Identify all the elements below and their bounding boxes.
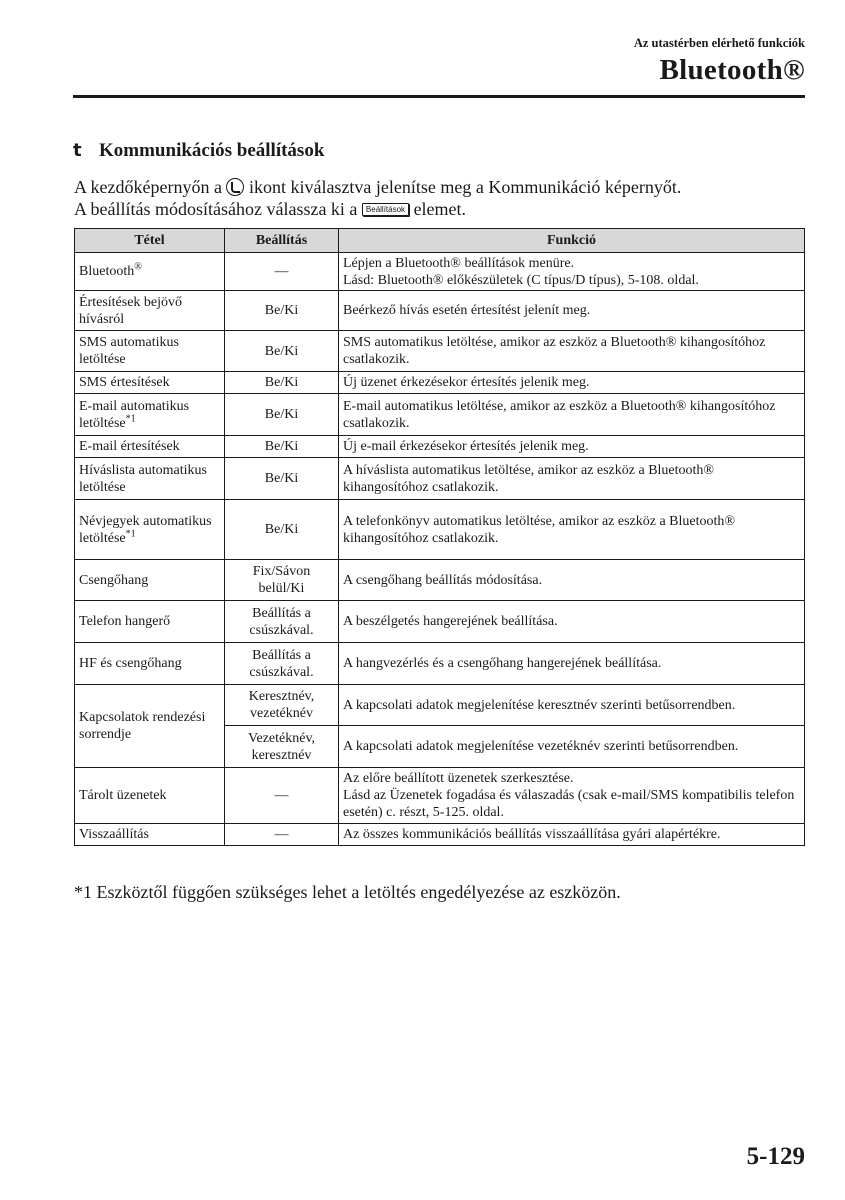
row-item: Visszaállítás bbox=[75, 824, 225, 846]
row-setting: Fix/Sávon belül/Ki bbox=[225, 560, 339, 601]
table-row bbox=[75, 643, 805, 685]
chapter-header: Az utastérben elérhető funkciók bbox=[633, 36, 805, 50]
section-heading bbox=[73, 140, 324, 162]
row-item: SMS automatikus letöltése bbox=[75, 331, 225, 372]
row-function: E-mail automatikus letöltése, amikor az eszköz a Bluetooth® kihangosítóhoz csatlakozik. bbox=[339, 394, 805, 436]
table-row bbox=[75, 500, 805, 560]
row-setting: Be/Ki bbox=[225, 331, 339, 372]
row-function: A híváslista automatikus letöltése, amikor az eszköz a Bluetooth® kihangosítóhoz csatlakozik. bbox=[339, 458, 805, 500]
section-heading-text: Kommunikációs beállítások bbox=[99, 140, 325, 161]
footnote: *1 Eszköztől függően szükséges lehet a letöltés engedélyezése az eszközön. bbox=[74, 882, 621, 902]
row-function: A hangvezérlés és a csengőhang hangerejének beállítása. bbox=[339, 643, 805, 685]
row-setting: Keresztnév, vezetéknév bbox=[225, 685, 339, 726]
row-function: Az előre beállított üzenetek szerkesztése. Lásd az Üzenetek fogadása és válaszadás (csak e-mail/SMS kompatibilis telefon esetén) c. részt, 5-125. oldal. bbox=[339, 768, 805, 824]
row-function: A csengőhang beállítás módosítása. bbox=[339, 560, 805, 601]
settings-table bbox=[74, 228, 805, 846]
header-rule bbox=[73, 95, 805, 98]
table-row bbox=[75, 372, 805, 394]
table-row bbox=[75, 824, 805, 846]
row-function: A beszélgetés hangerejének beállítása. bbox=[339, 601, 805, 643]
row-function: A kapcsolati adatok megjelenítése vezetéknév szerinti betűsorrendben. bbox=[339, 726, 805, 768]
row-item: Névjegyek automatikus letöltése$^{*1}$ bbox=[75, 500, 225, 560]
intro-paragraph bbox=[74, 176, 681, 220]
row-setting: Be/Ki bbox=[225, 372, 339, 394]
table-row bbox=[75, 685, 805, 726]
table-row bbox=[75, 331, 805, 372]
row-setting: Be/Ki bbox=[225, 436, 339, 458]
row-function: Új üzenet érkezésekor értesítés jelenik meg. bbox=[339, 372, 805, 394]
row-item: Tárolt üzenetek bbox=[75, 768, 225, 824]
row-item: SMS értesítések bbox=[75, 372, 225, 394]
row-function: SMS automatikus letöltése, amikor az eszköz a Bluetooth® kihangosítóhoz csatlakozik. bbox=[339, 331, 805, 372]
row-setting: — bbox=[225, 824, 339, 846]
row-setting: Be/Ki bbox=[225, 291, 339, 331]
page-title: Bluetooth® bbox=[659, 54, 805, 86]
table-row bbox=[75, 253, 805, 291]
row-function: Beérkező hívás esetén értesítést jelenít meg. bbox=[339, 291, 805, 331]
table-row bbox=[75, 601, 805, 643]
row-item: Telefon hangerő bbox=[75, 601, 225, 643]
row-function: Az összes kommunikációs beállítás visszaállítása gyári alapértékre. bbox=[339, 824, 805, 846]
intro-line1-after: ikont kiválasztva jelenítse meg a Kommunikáció képernyőt. bbox=[248, 177, 682, 197]
row-setting: Be/Ki bbox=[225, 394, 339, 436]
section-bullet: t bbox=[73, 140, 82, 161]
row-item: Értesítések bejövő hívásról bbox=[75, 291, 225, 331]
table-row bbox=[75, 458, 805, 500]
row-item: Bluetooth® bbox=[75, 253, 225, 291]
row-setting: Be/Ki bbox=[225, 458, 339, 500]
row-setting: — bbox=[225, 253, 339, 291]
header-setting: Beállítás bbox=[225, 229, 339, 253]
table-row bbox=[75, 560, 805, 601]
intro-line-1 bbox=[74, 176, 681, 198]
row-function: A telefonkönyv automatikus letöltése, amikor az eszköz a Bluetooth® kihangosítóhoz csatlakozik. bbox=[339, 500, 805, 560]
intro-line2-before: A beállítás módosításához válassza ki a bbox=[74, 199, 358, 219]
table-row bbox=[75, 291, 805, 331]
phone-icon bbox=[226, 178, 244, 196]
row-item: E-mail automatikus letöltése$^{*1}$ bbox=[75, 394, 225, 436]
header-function: Funkció bbox=[339, 229, 805, 253]
row-setting: Beállítás a csúszkával. bbox=[225, 643, 339, 685]
row-item: E-mail értesítések bbox=[75, 436, 225, 458]
header-item: Tétel bbox=[75, 229, 225, 253]
row-item: Híváslista automatikus letöltése bbox=[75, 458, 225, 500]
page-number: 5-129 bbox=[746, 1143, 805, 1170]
table-row bbox=[75, 394, 805, 436]
table-row bbox=[75, 436, 805, 458]
table-header-row bbox=[75, 229, 805, 253]
row-function: Lépjen a Bluetooth® beállítások menüre. Lásd: Bluetooth® előkészületek (C típus/D típus), 5-108. oldal. bbox=[339, 253, 805, 291]
row-setting: Beállítás a csúszkával. bbox=[225, 601, 339, 643]
intro-line1-before: A kezdőképernyőn a bbox=[74, 177, 222, 197]
settings-button-glyph: Beállítások bbox=[362, 203, 409, 216]
table-row bbox=[75, 768, 805, 824]
row-function: A kapcsolati adatok megjelenítése keresztnév szerinti betűsorrendben. bbox=[339, 685, 805, 726]
row-item: Csengőhang bbox=[75, 560, 225, 601]
intro-line-2 bbox=[74, 198, 681, 220]
row-setting: Vezetéknév, keresztnév bbox=[225, 726, 339, 768]
row-item: Kapcsolatok rendezési sorrendje bbox=[75, 685, 225, 768]
intro-line2-after: elemet. bbox=[413, 199, 467, 219]
row-setting: — bbox=[225, 768, 339, 824]
row-setting: Be/Ki bbox=[225, 500, 339, 560]
row-item: HF és csengőhang bbox=[75, 643, 225, 685]
row-function: Új e-mail érkezésekor értesítés jelenik meg. bbox=[339, 436, 805, 458]
